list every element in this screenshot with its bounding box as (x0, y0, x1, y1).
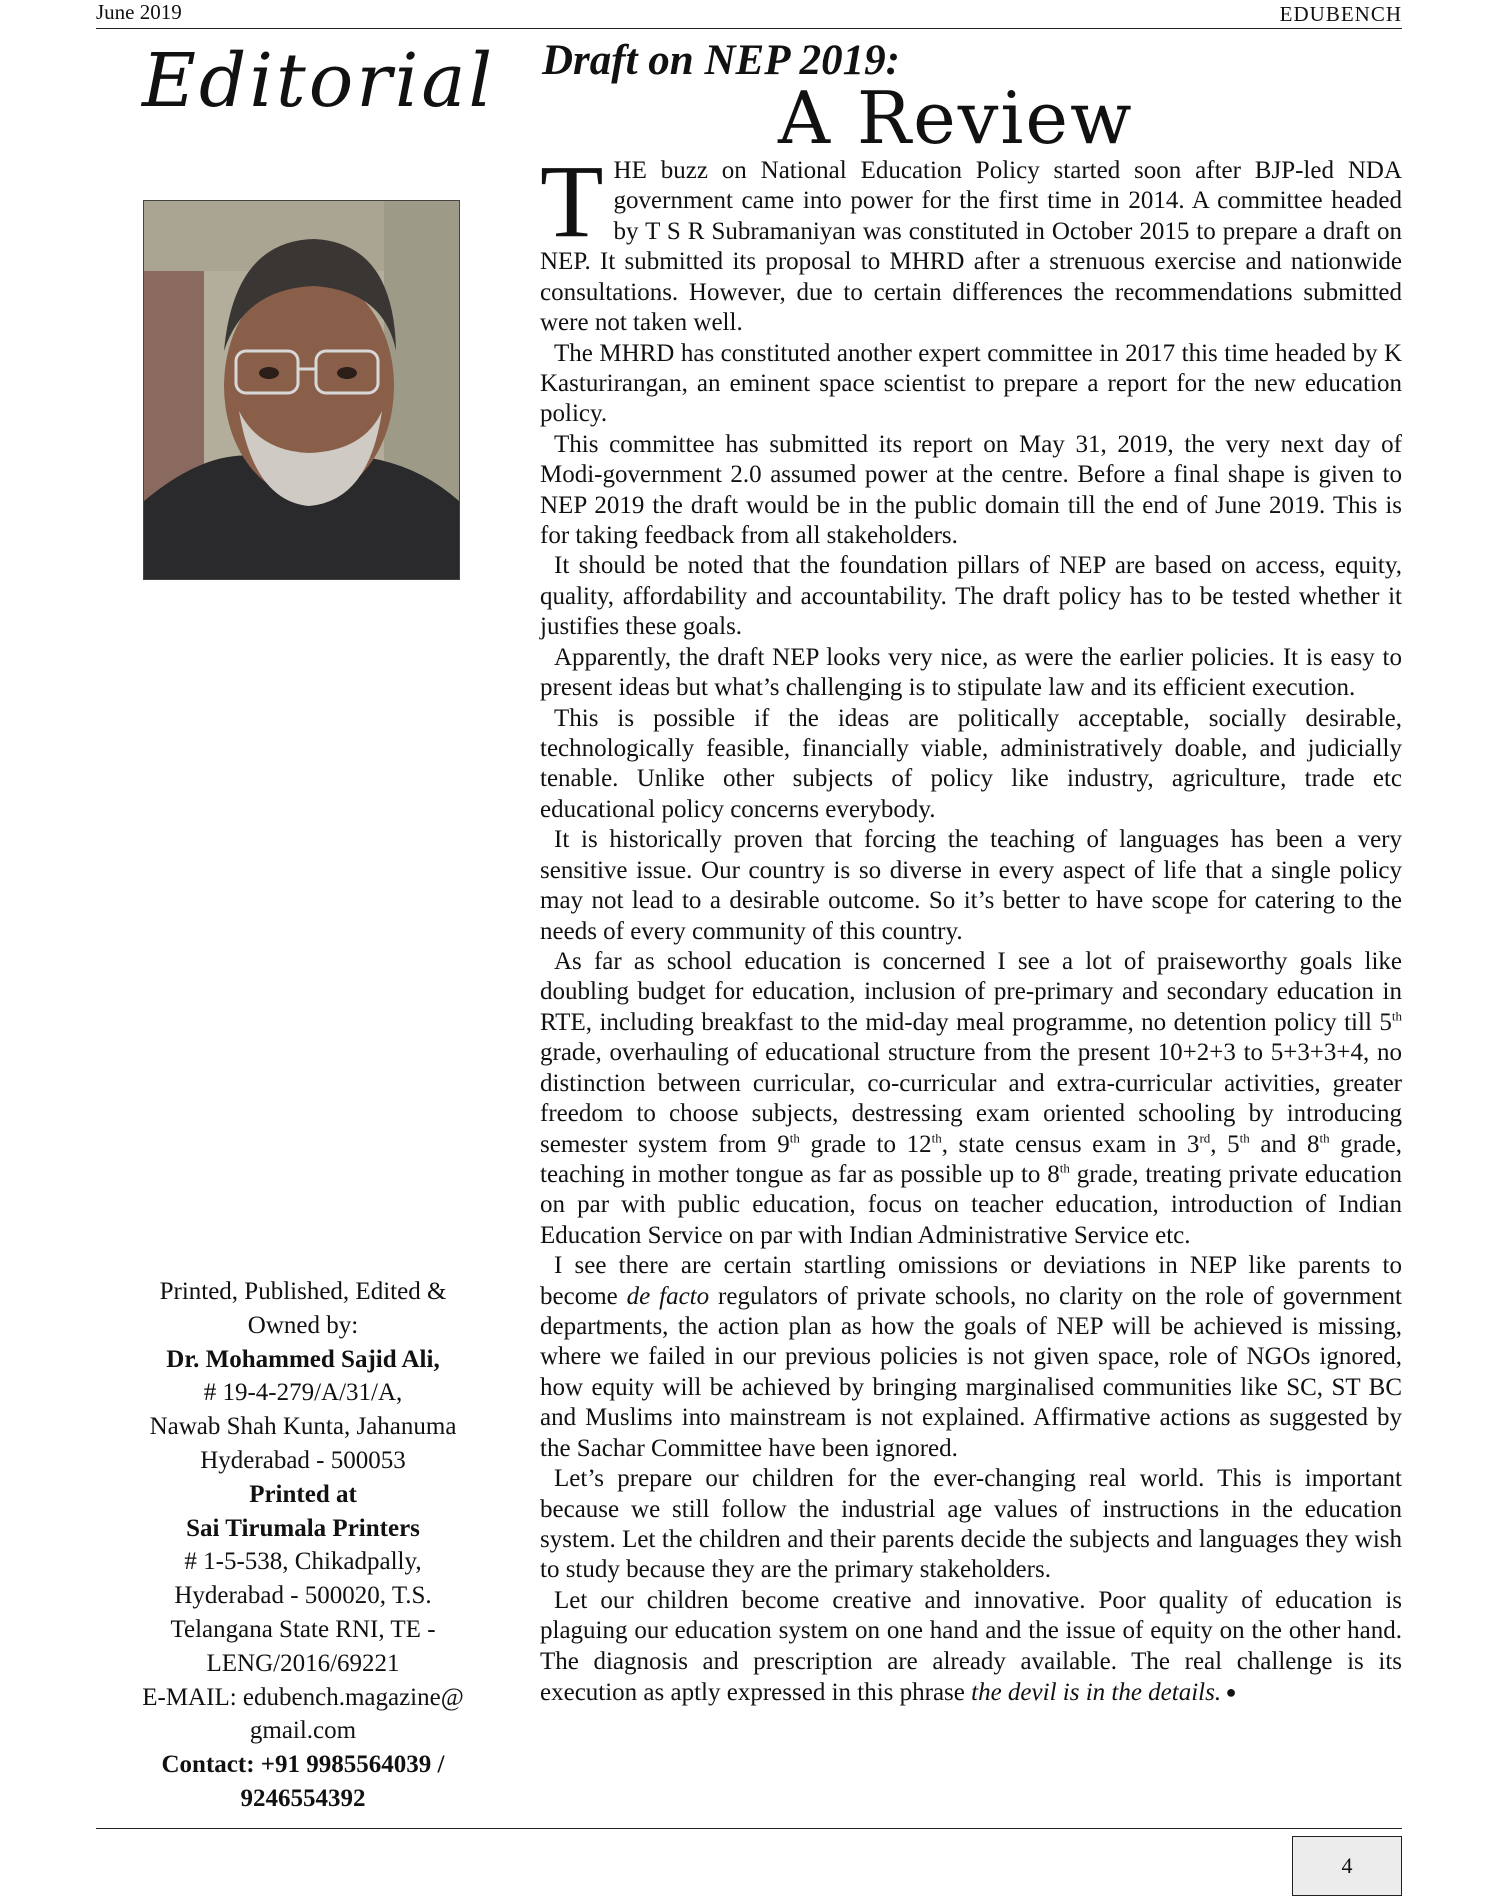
superscript: rd (1199, 1130, 1211, 1146)
article-title-line2: A Review (778, 76, 1134, 160)
superscript: th (1391, 1008, 1402, 1024)
contact-number: Contact: +91 9985564039 / (161, 1751, 445, 1779)
drop-cap: T (540, 144, 604, 259)
email-address: E-MAIL: edubench.magazine@ (142, 1683, 464, 1711)
superscript: th (931, 1130, 942, 1146)
article-paragraph: This committee has submitted its report on May 31, 2019, the very next day of Modi-government 2.0 assumed power at the centre. Before a final shape is given to NEP 2019 the draft would be in the public domain till the end of June 2019. This is for taking feedback from all stakeholders. (540, 430, 1402, 550)
article-paragraph: It should be noted that the foundation pillars of NEP are based on access, equity, quality, affordability and accountability. The draft policy has to be tested whether it justifies these goals. (540, 552, 1402, 641)
superscript: th (1239, 1130, 1250, 1146)
paragraph-text: grade to 12 (799, 1130, 932, 1158)
superscript: th (789, 1130, 800, 1146)
page-number-box (1292, 1836, 1402, 1896)
publisher-address: Nawab Shah Kunta, Jahanuma (149, 1413, 457, 1441)
end-bullet: ● (1221, 1682, 1237, 1703)
header-rule (96, 28, 1402, 29)
publisher-address: # 19-4-279/A/31/A, (203, 1379, 403, 1407)
paragraph-text: , 5 (1210, 1130, 1240, 1158)
issue-date: June 2019 (96, 0, 182, 24)
paragraph-text: regulators of private schools, no clarity on the role of government departments, the action plan as how the goals of NEP will be achieved is missing, where we failed in our previous policies is not given space, role of NGOs ignored, how equity will be achieved by bringing marginalised communities like SC, ST BC and Muslims into mainstream is not explained. Affirmative actions as suggested by the Sachar Committee have been ignored. (540, 1282, 1403, 1462)
magazine-name: EDUBENCH (1279, 2, 1402, 26)
rni-number: Telangana State RNI, TE - (170, 1615, 436, 1643)
publisher-name: Dr. Mohammed Sajid Ali, (166, 1345, 440, 1373)
article-paragraph: This is possible if the ideas are politically acceptable, socially desirable, technologically feasible, financially viable, administratively doable, and judicially tenable. Unlike other subjects of policy like industry, agriculture, trade etc educational policy concerns everybody. (540, 704, 1402, 823)
credits-line: Owned by: (247, 1311, 359, 1339)
paragraph-text: I see there are certain startling omissions or deviations in NEP like parents to become (540, 1252, 1402, 1310)
article-title-line1: Draft on NEP 2019: (542, 37, 900, 84)
superscript: th (1059, 1160, 1070, 1176)
article-paragraph: It is historically proven that forcing the teaching of languages has been a very sensitive issue. Our country is so diverse in every aspect of life that a single policy may not lead to a desirable outcome. So it’s better to have scope for catering to the needs of every community of this country. (540, 826, 1402, 945)
credits-line: Printed, Published, Edited & (159, 1278, 447, 1305)
printer-name: Sai Tirumala Printers (186, 1514, 420, 1542)
page-number: 4 (1341, 1853, 1353, 1878)
paragraph-text: HE buzz on National Education Policy started soon after BJP-led NDA government came into power for the first time in 2014. A committee headed by T S R Subramaniyan was constituted in October 2015 to prepare a draft on NEP. It submitted its proposal to MHRD after a strenuous exercise and nationwide consultations. However, due to certain differences the recommendations submitted were not taken well. (540, 157, 1402, 337)
paragraph-text: Let our children become creative and innovative. Poor quality of education is plaguing our education system on one hand and the issue of equity on the other hand. The diagnosis and prescription are already available. The real challenge is its execution as aptly expressed in this phrase (540, 1586, 1402, 1707)
publisher-address: Hyderabad - 500053 (200, 1446, 406, 1474)
printed-at-label: Printed at (249, 1480, 357, 1508)
paragraph-text: As far as school education is concerned I see a lot of praiseworthy goals like doubling budget for education, inclusion of pre-primary and secondary education in RTE, including breakfast to the mid-day meal programme, no detention policy till 5 (540, 947, 1402, 1036)
contact-number: 9246554392 (240, 1784, 366, 1812)
paragraph-text: and 8 (1249, 1130, 1320, 1158)
printer-address: Hyderabad - 500020, T.S. (174, 1582, 432, 1610)
rni-number: LENG/2016/69221 (206, 1649, 400, 1677)
author-photo-illustration (144, 201, 459, 579)
superscript: th (1319, 1130, 1330, 1146)
article-paragraph: The MHRD has constituted another expert committee in 2017 this time headed by K Kasturirangan, an eminent space scientist to prepare a report for the new education policy. (540, 339, 1402, 428)
author-photo (143, 200, 460, 580)
paragraph-text: grade, overhauling of educational structure from the present 10+2+3 to 5+3+3+4, no distinction between curricular, co-curricular and extra-curricular activities, greater freedom to choose subjects, destressing exam oriented schooling by introducing semester system from 9 (540, 1039, 1402, 1158)
article-paragraph: Let’s prepare our children for the ever-changing real world. This is important because we still follow the industrial age values of instructions in the education system. Let the children and their parents decide the subjects and languages they wish to study because they are the primary stakeholders. (540, 1465, 1402, 1584)
article-body (540, 144, 1403, 1709)
article-paragraph (540, 1586, 1402, 1709)
footer-rule (96, 1828, 1402, 1829)
paragraph-text: grade, treating private education on par with public education, focus on teacher education, introduction of Indian Education Service on par with Indian Administrative Service etc. (540, 1160, 1402, 1249)
article-paragraph (540, 1251, 1402, 1464)
article-paragraph: Apparently, the draft NEP looks very nice, as were the earlier policies. It is easy to present ideas but what’s challenging is to stipulate law and its efficient execution. (540, 643, 1402, 702)
section-heading: Editorial (142, 38, 496, 124)
publication-credits (98, 1275, 508, 1816)
printer-address: # 1-5-538, Chikadpally, (184, 1548, 422, 1576)
italic-phrase: de facto (626, 1282, 710, 1310)
article-paragraph (540, 947, 1402, 1251)
italic-phrase: the devil is in the details. (971, 1679, 1222, 1707)
article-paragraph (540, 144, 1402, 339)
paragraph-text: , state census exam in 3 (941, 1130, 1200, 1158)
email-address: gmail.com (249, 1717, 357, 1745)
paragraph-text: grade, teaching in mother tongue as far as possible up to 8 (540, 1130, 1402, 1188)
